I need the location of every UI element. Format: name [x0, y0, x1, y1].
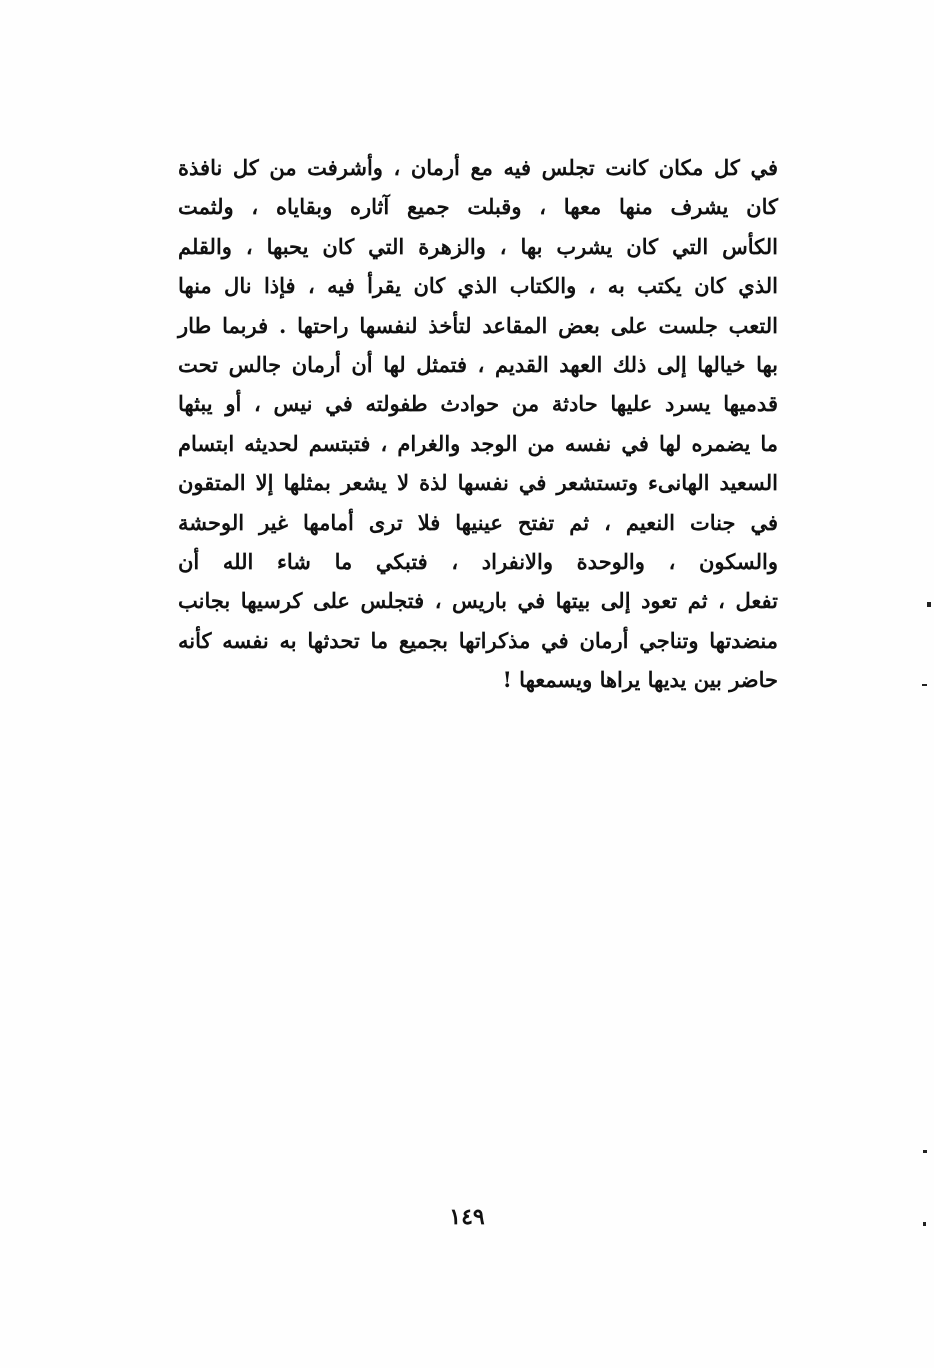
page-number: ١٤٩ — [449, 1204, 485, 1230]
scan-speck — [923, 1150, 927, 1153]
text-line: قدميها يسرد عليها حادثة من حوادث طفولته في نيس ، أو يبثها — [178, 391, 778, 417]
text-line: السعيد الهانىء وتستشعر في نفسها لذة لا يشعر بمثلها إلا المتقون — [178, 470, 778, 496]
scan-speck — [923, 1222, 926, 1226]
text-line: في جنات النعيم ، ثم تفتح عينيها فلا ترى أمامها غير الوحشة — [178, 509, 778, 535]
text-line: ما يضمره لها في نفسه من الوجد والغرام ، فتبتسم لحديثه ابتسام — [178, 430, 778, 456]
body-text — [178, 148, 778, 699]
text-line: منضدتها وتناجي أرمان في مذكراتها بجميع ما تحدثها به نفسه كأنه — [178, 627, 778, 653]
scan-speck — [927, 602, 931, 607]
text-line: التعب جلست على بعض المقاعد لتأخذ لنفسها راحتها . فربما طار — [178, 312, 778, 338]
scan-speck — [922, 684, 927, 686]
text-line: الذي كان يكتب به ، والكتاب الذي كان يقرأ فيه ، فإذا نال منها — [178, 273, 778, 299]
text-line: والسكون ، والوحدة والانفراد ، فتبكي ما شاء الله أن — [178, 548, 778, 574]
text-line: تفعل ، ثم تعود إلى بيتها في باريس ، فتجلس على كرسيها بجانب — [178, 588, 778, 614]
text-line: في كل مكان كانت تجلس فيه مع أرمان ، وأشرفت من كل نافذة — [178, 155, 778, 180]
text-line: بها خيالها إلى ذلك العهد القديم ، فتمثل لها أن أرمان جالس تحت — [178, 351, 778, 377]
text-line-last: حاضر بين يديها يراها ويسمعها ! — [502, 667, 778, 693]
text-line: كان يشرف منها معها ، وقبلت جميع آثاره وبقاياه ، ولثمت — [178, 194, 778, 220]
text-line: الكأس التي كان يشرب بها ، والزهرة التي كان يحبها ، والقلم — [178, 233, 778, 259]
